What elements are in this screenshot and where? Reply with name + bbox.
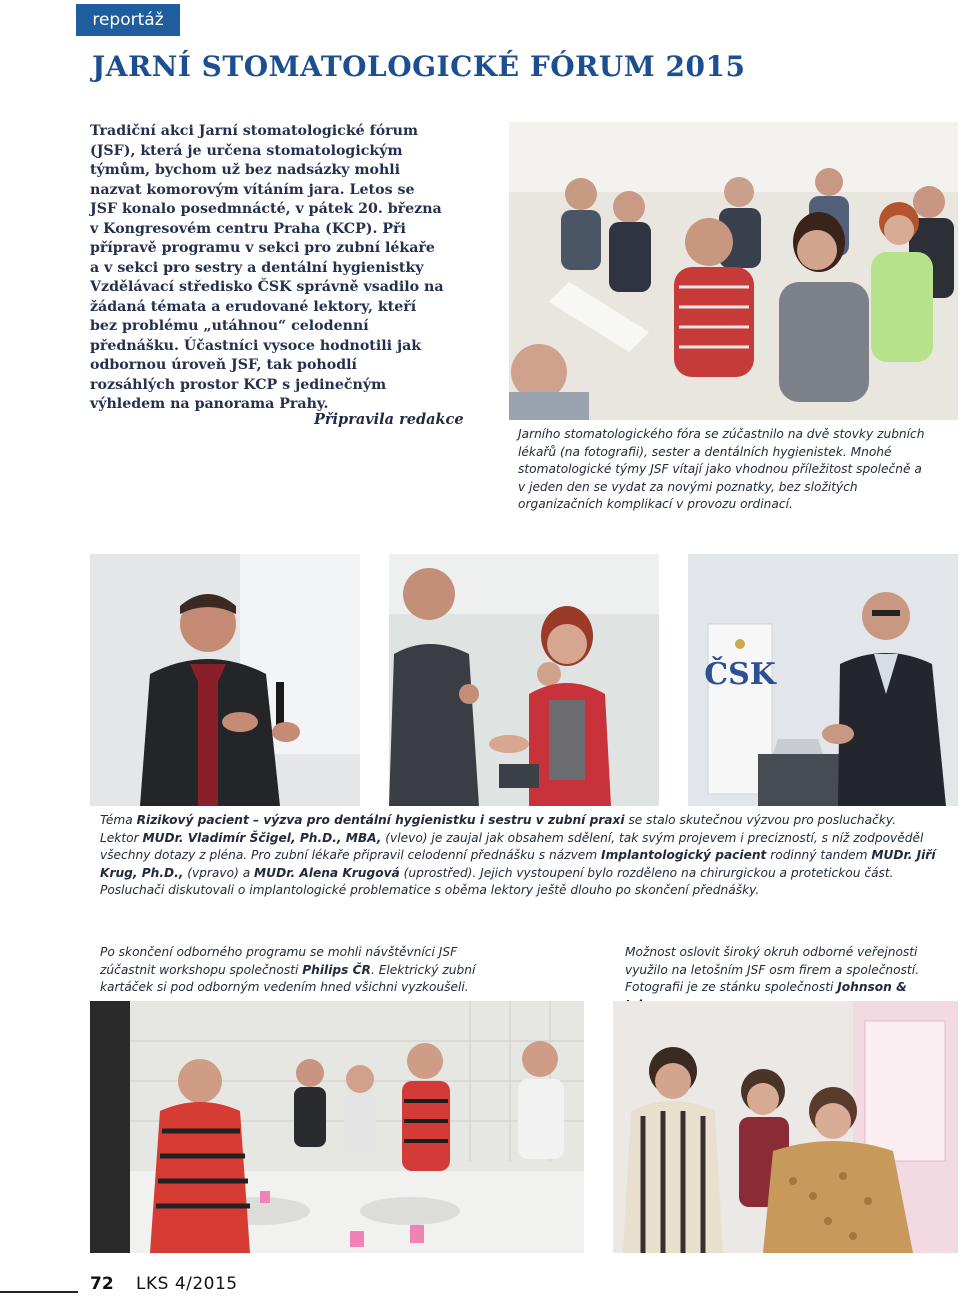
issue-label: LKS 4/2015: [136, 1274, 238, 1294]
photo-lecturer-scigel: [90, 554, 360, 806]
photo-workshop: [90, 1001, 584, 1253]
caption-text: rodinný tandem: [766, 848, 872, 862]
photo-exhibitor-stand: [613, 1001, 958, 1253]
caption-text: . Elektrický zubní kartáček si pod odborným vedením hned všichni vyzkoušeli.: [100, 962, 476, 994]
lead-paragraph: Tradiční akci Jarní stomatologické fórum (JSF), která je určena stomatologickým týmům, bychom už bez nadsázky mohli nazvat komorovým vítáním jara. Letos se JSF konalo posedmnácté, v pátek 20. března v Kongresovém centru Praha (KCP). Při přípravě programu v sekci pro zubní lékaře a v sekci pro sestry a dentální hygienistky Vzdělávací středisko ČSK správně vsadilo na žádaná témata a erudované lektory, kteří bez problému „utáhnou“ celodenní přednášku. Účastníci vysoce hodnotili jak odbornou úroveň JSF, tak pohodlí rozsáhlých prostor KCP s jedinečným výhledem na panorama Prahy.: [90, 123, 444, 412]
caption-bold: MUDr. Jiří Krug, Ph.D.,: [100, 848, 936, 880]
banner-csk-text: ČSK: [704, 657, 776, 692]
caption-bold: Implantologický pacient: [601, 848, 767, 862]
article-title: JARNÍ STOMATOLOGICKÉ FÓRUM 2015: [92, 50, 746, 83]
section-tag: reportáž: [76, 4, 180, 36]
caption-audience: Jarního stomatologického fóra se zúčastnilo na dvě stovky zubních lékařů (na fotografii), sester a dentálních hygienistek. Mnohé stomatologické týmy JSF vítají jako vhodnou příležitost společně a v jeden den se vydat za novými poznatky, bez složitých organizačních komplikací v provozu ordinací.: [518, 427, 925, 511]
photo-speaker-right: [688, 554, 958, 806]
page-number: 72: [90, 1274, 114, 1294]
footer-rule: [0, 1291, 78, 1293]
caption-bold: MUDr. Vladimír Ščigel, Ph.D., MBA,: [142, 830, 382, 845]
caption-bold: Johnson &: [837, 980, 907, 994]
caption-bold: Rizikový pacient – výzva pro dentální hygienistku i sestru v zubní praxi: [136, 813, 625, 827]
caption-text: se stalo skutečnou výzvou pro posluchačky. Lektor: [100, 813, 896, 845]
caption-bold: Philips ČR: [302, 962, 371, 977]
caption-text: (uprostřed). Jejich vystoupení bylo rozděleno na chirurgickou a protetickou část. Posluchači diskutovali o implantologické problematice s oběma lektory ještě dlouho po skončení přednášky.: [100, 865, 894, 897]
photo-speakers-krug: [389, 554, 659, 806]
caption-text: Po skončení odborného programu se mohli návštěvníci JSF zúčastnit workshopu společnosti: [100, 945, 458, 977]
caption-bold: MUDr. Alena Krugová: [254, 865, 400, 880]
caption-text: (vpravo) a: [183, 865, 255, 880]
caption-text: Možnost oslovit široký okruh odborné veřejnosti využilo na letošním JSF osm firem a společností. Fotografii je ze stánku společnosti: [625, 945, 919, 994]
caption-workshop: [100, 944, 490, 997]
caption-text: Téma: [100, 813, 137, 827]
photo-audience: [509, 122, 958, 420]
byline: Připravila redakce: [314, 411, 464, 428]
caption-text: (vlevo) je zaujal jak obsahem sdělení, tak svým projevem i precizností, s níž zodpověděl všechny dotazy z pléna. Pro zubní lékaře připravil celodenní přednášku s názvem: [100, 830, 924, 862]
caption-lecturers: [100, 812, 938, 900]
